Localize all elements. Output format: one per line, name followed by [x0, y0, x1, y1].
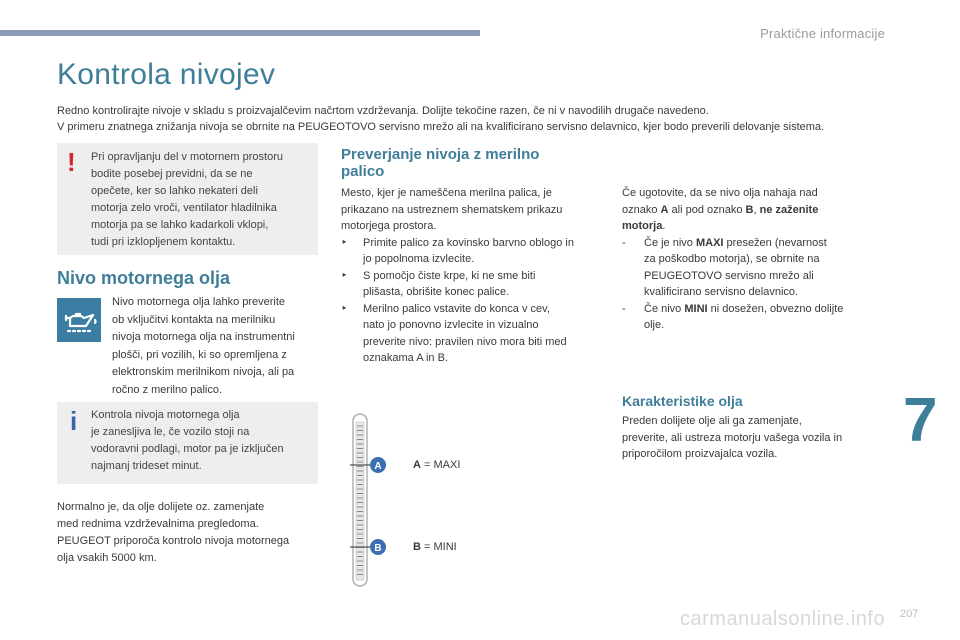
warning-box	[57, 143, 318, 255]
intro-line: V primeru znatnega znižanja nivoja se obrnite na PEUGEOTOVO servisno mrežo ali na kvalificirano servisno delavnico, kjer bodo preverili delovanje sistema.	[57, 121, 825, 133]
dipstick-illustration	[340, 410, 400, 592]
oil-level-text	[112, 294, 322, 399]
oil-level-icon	[57, 298, 101, 342]
warning-line: Pri opravljanju del v motornem prostoru	[91, 151, 283, 163]
normal-text	[57, 499, 327, 567]
warning-line: opečete, ker so lahko nekateri deli	[91, 185, 258, 197]
oil-characteristics-text	[622, 413, 902, 463]
step-line: Primite palico za kovinsko barvno oblogo in	[363, 236, 574, 249]
dash-line: Če je nivo MAXI presežen (nevarnost	[644, 236, 827, 249]
section-title: Praktične informacije	[760, 26, 885, 41]
info-line: vodoravni podlagi, motor pa je izključen	[91, 443, 284, 455]
info-line: je zanesljiva le, če vozilo stoji na	[91, 426, 250, 438]
dipstick-intro-line: Mesto, kjer je nameščena merilna palica, je	[341, 187, 552, 199]
chapter-number: 7	[903, 386, 938, 455]
intro-line: Redno kontrolirajte nivoje v skladu s proizvajalčevim načrtom vzdrževanja. Dolijte tekočine razen, če ni v navodilih drugače navedeno.	[57, 105, 709, 117]
bullet-marker-icon: ‣	[341, 302, 348, 315]
step-line: preverite nivo: pravilen nivo mora biti med	[363, 335, 567, 348]
oil-characteristics-heading: Karakteristike olja	[622, 393, 743, 409]
normal-line: olja vsakih 5000 km.	[57, 552, 157, 564]
oil-level-heading: Nivo motornega olja	[57, 268, 231, 288]
bullet-marker-icon: ‣	[341, 269, 348, 282]
page-title: Kontrola nivojev	[57, 58, 276, 91]
normal-line: med rednima vzdrževalnima pregledoma.	[57, 518, 259, 530]
header-bar	[0, 30, 480, 36]
step-line: oznakama A in B.	[363, 352, 448, 364]
warning-icon: !	[67, 147, 76, 177]
oil-can-icon	[57, 298, 101, 342]
dipstick-text	[341, 185, 611, 367]
oil-level-line: nivoja motornega olja na instrumentni	[112, 331, 295, 343]
badge-b-label: B	[374, 543, 382, 554]
step-line: plišasta, obrišite konec palice.	[363, 286, 510, 298]
warning-text	[91, 149, 315, 251]
level-a-label: = MAXI	[424, 459, 461, 471]
characteristics-line: priporočilom proizvajalca vozila.	[622, 448, 778, 460]
dipstick-steps	[341, 235, 611, 367]
list-item	[341, 268, 611, 301]
step-line: nato jo ponovno izvlecite in vizualno	[363, 319, 539, 331]
level-check-text	[622, 185, 892, 334]
level-a-letter: A	[413, 459, 421, 471]
step-line: jo popolnoma izvlecite.	[363, 253, 475, 265]
oil-level-line: elektronskim merilnikom nivoja, ali pa	[112, 366, 295, 378]
dash-line: kvalificirano servisno delavnico.	[644, 286, 799, 298]
dash-marker: -	[622, 302, 626, 315]
level-b-letter: B	[413, 541, 421, 553]
normal-line: PEUGEOT priporoča kontrolo nivoja motornega	[57, 535, 290, 547]
watermark: carmanualsonline.info	[680, 608, 886, 630]
dipstick-intro-line: motorjega prostora.	[341, 220, 437, 232]
intro-paragraph	[57, 103, 917, 135]
level-b-legend	[413, 539, 457, 556]
list-item	[341, 235, 611, 268]
bullet-marker-icon: ‣	[341, 236, 348, 249]
oil-level-line: ob vključitvi kontakta na merilniku	[112, 313, 276, 326]
level-check-line: oznako A ali pod oznako B, ne zaženite	[622, 203, 819, 216]
dipstick-intro-line: prikazano na ustreznem shematskem prikazu	[341, 203, 563, 216]
info-box	[57, 402, 318, 484]
normal-line: Normalno je, da olje dolijete oz. zamenjate	[57, 501, 265, 513]
dash-line: za poškodbo motorja), se obrnite na	[644, 253, 820, 265]
level-a-legend	[413, 457, 460, 474]
dash-marker: -	[622, 236, 626, 249]
step-line: Merilno palico vstavite do konca v cev,	[363, 302, 550, 315]
warning-line: motorja pa se lahko kadarkoli vklopi,	[91, 219, 269, 231]
level-check-line: Če ugotovite, da se nivo olja nahaja nad	[622, 187, 818, 199]
level-check-list	[622, 235, 892, 334]
dash-line: PEUGEOTOVO servisno mrežo ali	[644, 269, 814, 282]
oil-level-line: Nivo motornega olja lahko preverite	[112, 296, 286, 308]
info-text	[91, 407, 315, 475]
info-line: najmanj trideset minut.	[91, 460, 202, 472]
dash-line: olje.	[644, 319, 665, 331]
info-icon: i	[70, 406, 78, 436]
dipstick-heading-line: Preverjanje nivoja z merilno	[341, 146, 540, 163]
characteristics-line: Preden dolijete olje ali ga zamenjate,	[622, 415, 802, 427]
oil-level-line: plošči, pri vozilih, ki so opremljena z	[112, 348, 287, 361]
dash-line: Če nivo MINI ni dosežen, obvezno dolijte	[644, 302, 844, 315]
dipstick-heading-line: palico	[341, 163, 385, 180]
oil-level-line: ročno z merilno palico.	[112, 383, 223, 396]
characteristics-line: preverite, ali ustreza motorju vašega vozila in	[622, 431, 843, 444]
page-number: 207	[900, 608, 919, 620]
list-item	[622, 301, 892, 334]
warning-line: bodite posebej previdni, da se ne	[91, 168, 253, 180]
level-check-line: motorja.	[622, 220, 666, 232]
level-b-label: = MINI	[424, 541, 457, 553]
dipstick-heading	[341, 146, 539, 180]
list-item	[341, 301, 611, 367]
step-line: S pomočjo čiste krpe, ki ne sme biti	[363, 269, 536, 282]
badge-a-label: A	[374, 461, 382, 472]
warning-line: tudi pri izklopljenem kontaktu.	[91, 236, 236, 248]
info-line: Kontrola nivoja motornega olja	[91, 409, 240, 421]
warning-line: motorja zelo vroči, ventilator hladilnika	[91, 202, 277, 214]
list-item	[622, 235, 892, 301]
